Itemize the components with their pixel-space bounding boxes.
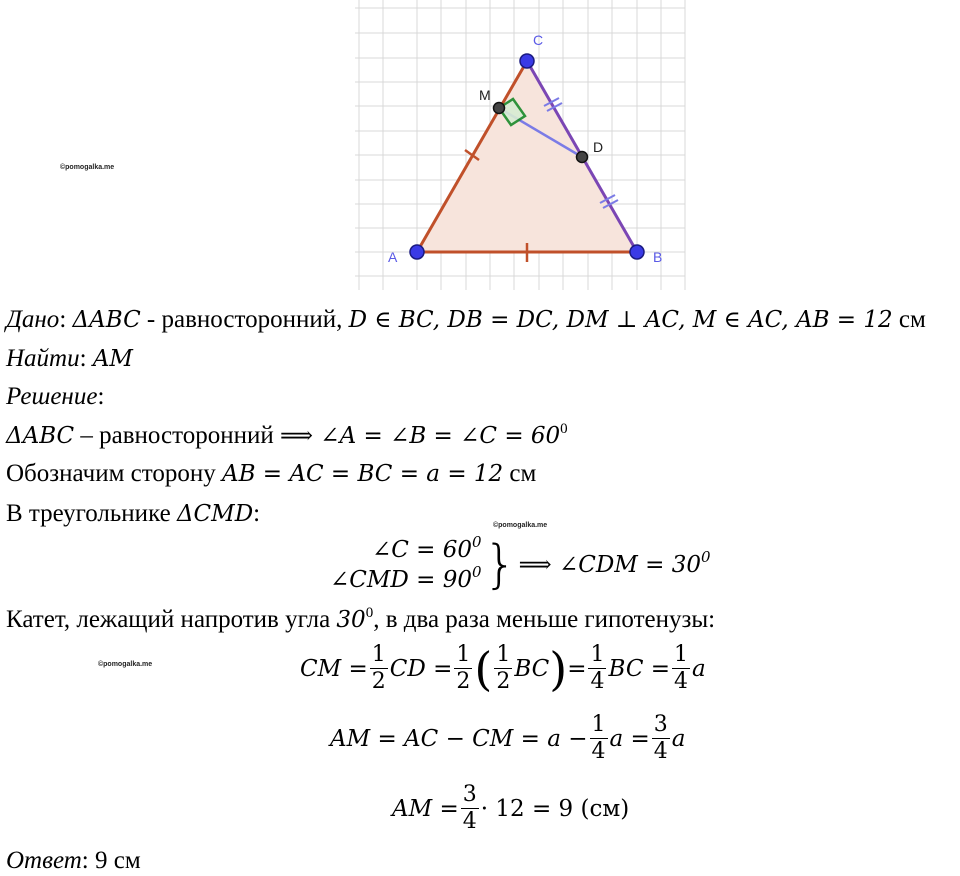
label-m: M bbox=[479, 87, 491, 103]
watermark-3: ©pomogalka.me bbox=[98, 661, 153, 668]
answer-value: : 9 см bbox=[81, 847, 141, 874]
given-triangle: ΔABC bbox=[72, 307, 141, 333]
point-c bbox=[520, 54, 534, 68]
formula-am: AM = AC − CM = a − $\frac{1}{4}$ a = $\frac{3}{4}$ a bbox=[330, 712, 686, 764]
watermark-1: ©pomogalka.me bbox=[60, 164, 115, 171]
line-leg-rule: Катет, лежащий напротив угла $30^0$, в два раза меньше гипотенузы: bbox=[6, 605, 716, 633]
point-m bbox=[494, 103, 505, 114]
given-line: Дано: ΔABC - равносторонний, D ∈ BC, DB = DC, DM ⊥ AC, M ∈ AC, AB = 12 см bbox=[6, 306, 926, 333]
line-angles: ΔABC – равносторонний ⟹ ∠A = ∠B = ∠C = $60^0$ bbox=[6, 421, 568, 449]
answer-label: Ответ bbox=[6, 847, 82, 874]
find-line: Найти: AM bbox=[6, 345, 133, 372]
formula-cm: CM = $\frac{1}{2}$ CD = $\frac{1}{2}$ ( $\frac{1}{2}$ BC ) = $\frac{1}{4}$ BC = $\frac{1}{4}$ a bbox=[300, 641, 706, 696]
given-conditions: D ∈ BC, DB = DC, DM ⊥ AC, M ∈ AC, AB = 12 bbox=[348, 307, 893, 333]
point-d bbox=[577, 152, 588, 163]
find-label: Найти bbox=[6, 345, 80, 372]
label-b: B bbox=[653, 249, 663, 265]
triangle-figure bbox=[355, 0, 690, 292]
triangle-fill bbox=[417, 61, 637, 252]
point-b bbox=[630, 245, 644, 259]
label-d: D bbox=[593, 139, 604, 155]
brace: } bbox=[483, 535, 517, 595]
solution-line: Решение: bbox=[6, 383, 105, 410]
angle-system: ∠C = $60^0$ ∠CMD = $90^0$ } ⟹ ∠CDM = $30^0$ bbox=[330, 533, 711, 595]
solution-label: Решение bbox=[6, 383, 98, 410]
watermark-2: ©pomogalka.me bbox=[493, 522, 548, 529]
line-triangle-cmd: В треугольнике ΔCMD: bbox=[6, 500, 261, 527]
formula-am-value: AM = $\frac{3}{4}$ · 12 = 9 (см) bbox=[392, 782, 630, 834]
label-a: A bbox=[388, 249, 398, 265]
given-unit: см bbox=[892, 306, 926, 333]
given-equilateral: - равносторонний, bbox=[140, 306, 349, 333]
point-a bbox=[410, 245, 424, 259]
given-label: Дано bbox=[6, 306, 60, 333]
find-value: AM bbox=[92, 346, 133, 372]
line-side: Обозначим сторону AB = AC = BC = a = 12 см bbox=[6, 460, 537, 487]
label-c: C bbox=[533, 32, 544, 48]
